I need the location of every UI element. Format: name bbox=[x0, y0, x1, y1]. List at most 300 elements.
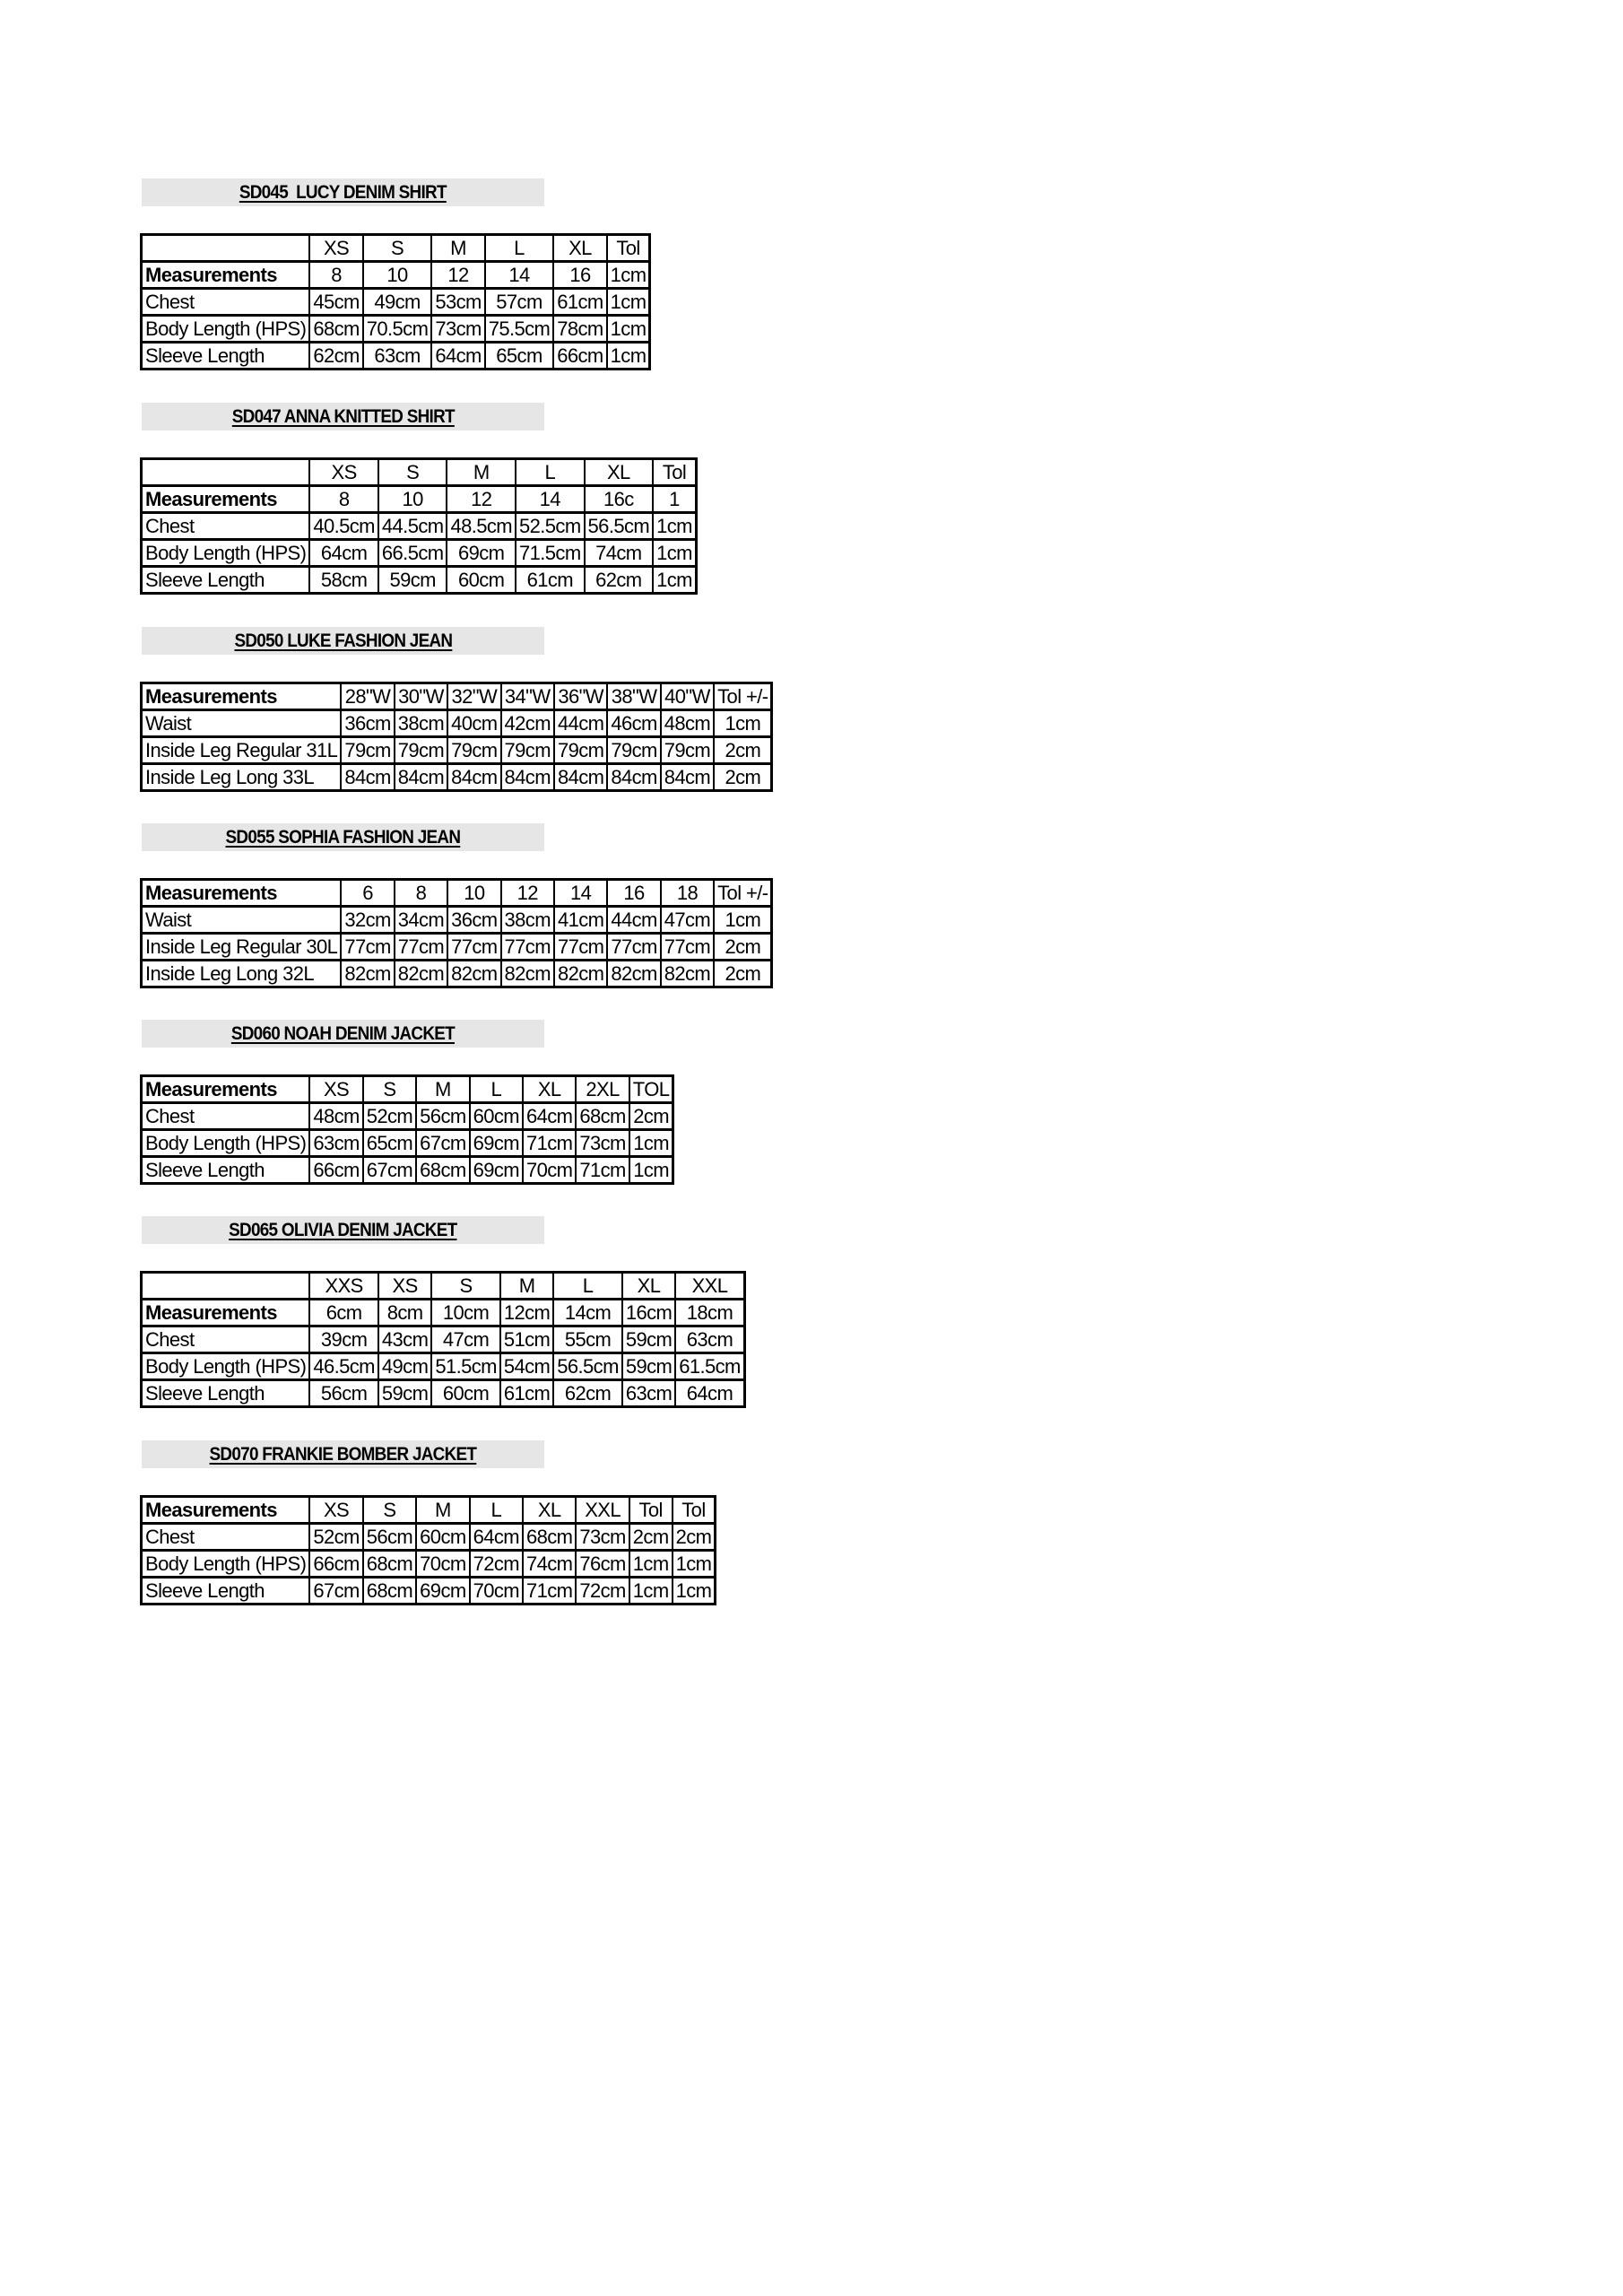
table-row bbox=[142, 907, 772, 934]
table-cell: 56cm bbox=[363, 1524, 416, 1551]
table-cell: XL bbox=[622, 1273, 675, 1300]
table-cell: 69cm bbox=[416, 1578, 469, 1605]
table-cell: 58cm bbox=[309, 567, 378, 594]
table-cell: L bbox=[516, 459, 585, 486]
table-cell: 64cm bbox=[523, 1103, 576, 1130]
table-row bbox=[142, 1103, 673, 1130]
table-cell: 68cm bbox=[363, 1578, 416, 1605]
table-cell: 61cm bbox=[516, 567, 585, 594]
table-cell: 42cm bbox=[501, 710, 554, 737]
table-cell: 61cm bbox=[553, 289, 606, 316]
table-cell: 84cm bbox=[607, 764, 660, 791]
table-cell: 52.5cm bbox=[516, 513, 585, 540]
row-label: Measurements bbox=[142, 1497, 310, 1524]
table-cell: 57cm bbox=[485, 289, 554, 316]
measurement-table bbox=[140, 233, 651, 370]
table-cell: 44.5cm bbox=[378, 513, 447, 540]
table-cell: 73cm bbox=[576, 1524, 629, 1551]
table-row bbox=[142, 486, 697, 513]
table-cell: XXL bbox=[576, 1497, 629, 1524]
table-cell: 72cm bbox=[576, 1578, 629, 1605]
table-cell: 6cm bbox=[309, 1300, 378, 1326]
table-cell: 82cm bbox=[501, 961, 554, 987]
table-cell: 2cm bbox=[629, 1103, 673, 1130]
table-cell: 74cm bbox=[585, 540, 654, 567]
row-label: Chest bbox=[142, 513, 310, 540]
table-cell: 72cm bbox=[470, 1551, 523, 1578]
table-cell: 84cm bbox=[661, 764, 714, 791]
table-cell: 2XL bbox=[576, 1076, 629, 1103]
table-cell: 1cm bbox=[607, 316, 650, 343]
table-row bbox=[142, 1076, 673, 1103]
product-title: SD050 LUKE FASHION JEAN bbox=[234, 630, 452, 651]
table-cell: 59cm bbox=[622, 1353, 675, 1380]
table-cell: XS bbox=[309, 235, 362, 262]
table-cell: 68cm bbox=[576, 1103, 629, 1130]
table-cell: 16 bbox=[553, 262, 606, 289]
table-row bbox=[142, 1157, 673, 1184]
table-cell: 1cm bbox=[607, 262, 650, 289]
table-cell: 47cm bbox=[431, 1326, 500, 1353]
table-cell: Tol bbox=[653, 459, 696, 486]
table-cell: 82cm bbox=[554, 961, 607, 987]
table-cell: 82cm bbox=[447, 961, 500, 987]
row-label: Inside Leg Regular 31L bbox=[142, 737, 342, 764]
table-cell: Tol bbox=[629, 1497, 673, 1524]
table-cell: 51.5cm bbox=[431, 1353, 500, 1380]
table-cell: 68cm bbox=[523, 1524, 576, 1551]
table-cell: 16 bbox=[607, 880, 660, 907]
measurement-table bbox=[140, 682, 773, 792]
table-row bbox=[142, 1578, 716, 1605]
table-cell: 77cm bbox=[607, 934, 660, 961]
table-cell: 34"W bbox=[501, 683, 554, 710]
table-cell: M bbox=[447, 459, 516, 486]
table-cell: 84cm bbox=[554, 764, 607, 791]
table-cell: 8 bbox=[309, 262, 362, 289]
product-title-bar bbox=[142, 627, 544, 655]
table-cell: 48.5cm bbox=[447, 513, 516, 540]
table-cell: 1cm bbox=[629, 1130, 673, 1157]
row-label: Sleeve Length bbox=[142, 1157, 310, 1184]
table-cell: 56cm bbox=[416, 1103, 469, 1130]
table-cell: 67cm bbox=[416, 1130, 469, 1157]
table-cell: 46.5cm bbox=[309, 1353, 378, 1380]
table-cell: 69cm bbox=[470, 1157, 523, 1184]
product-title: SD055 SOPHIA FASHION JEAN bbox=[225, 826, 461, 848]
product-title-bar bbox=[142, 1216, 544, 1244]
table-cell: L bbox=[553, 1273, 622, 1300]
table-cell: 8cm bbox=[378, 1300, 431, 1326]
row-label: Waist bbox=[142, 710, 342, 737]
table-cell: 51cm bbox=[500, 1326, 553, 1353]
table-cell: 62cm bbox=[585, 567, 654, 594]
table-row bbox=[142, 1497, 716, 1524]
table-row bbox=[142, 764, 772, 791]
table-cell: 40cm bbox=[447, 710, 500, 737]
table-cell: 40.5cm bbox=[309, 513, 378, 540]
table-cell: 66cm bbox=[553, 343, 606, 370]
table-cell: 84cm bbox=[395, 764, 447, 791]
table-cell: 63cm bbox=[309, 1130, 362, 1157]
table-cell: 52cm bbox=[363, 1103, 416, 1130]
table-cell: 49cm bbox=[378, 1353, 431, 1380]
row-label: Measurements bbox=[142, 486, 310, 513]
row-label: Body Length (HPS) bbox=[142, 1353, 310, 1380]
table-cell: S bbox=[431, 1273, 500, 1300]
table-cell: TOL bbox=[629, 1076, 673, 1103]
row-label: Measurements bbox=[142, 683, 342, 710]
table-cell: 45cm bbox=[309, 289, 362, 316]
table-cell: 79cm bbox=[607, 737, 660, 764]
table-cell: 59cm bbox=[378, 567, 447, 594]
table-cell: 66cm bbox=[309, 1157, 362, 1184]
table-cell: 63cm bbox=[675, 1326, 744, 1353]
table-cell: 12cm bbox=[500, 1300, 553, 1326]
table-cell: 14 bbox=[516, 486, 585, 513]
table-cell: 30"W bbox=[395, 683, 447, 710]
table-cell: XS bbox=[309, 459, 378, 486]
table-cell: M bbox=[431, 235, 484, 262]
table-cell: M bbox=[500, 1273, 553, 1300]
table-row bbox=[142, 1326, 745, 1353]
product-title: SD047 ANNA KNITTED SHIRT bbox=[231, 405, 455, 427]
table-cell: 65cm bbox=[485, 343, 554, 370]
product-title: SD060 NOAH DENIM JACKET bbox=[230, 1022, 456, 1044]
table-cell: XXS bbox=[309, 1273, 378, 1300]
table-cell: 60cm bbox=[447, 567, 516, 594]
table-cell: 2cm bbox=[714, 961, 772, 987]
table-row bbox=[142, 1524, 716, 1551]
row-label: Measurements bbox=[142, 880, 342, 907]
table-cell: 10 bbox=[447, 880, 500, 907]
table-cell: 6 bbox=[341, 880, 394, 907]
table-row bbox=[142, 343, 650, 370]
table-cell: 64cm bbox=[309, 540, 378, 567]
table-cell: 82cm bbox=[661, 961, 714, 987]
table-cell: 53cm bbox=[431, 289, 484, 316]
table-cell: 70cm bbox=[523, 1157, 576, 1184]
table-cell: XL bbox=[523, 1076, 576, 1103]
table-cell: 77cm bbox=[554, 934, 607, 961]
table-cell: 10 bbox=[378, 486, 447, 513]
row-label: Sleeve Length bbox=[142, 1578, 310, 1605]
table-cell: 54cm bbox=[500, 1353, 553, 1380]
table-cell: 8 bbox=[395, 880, 447, 907]
table-cell: 79cm bbox=[395, 737, 447, 764]
table-cell: 61.5cm bbox=[675, 1353, 744, 1380]
table-cell: 44cm bbox=[554, 710, 607, 737]
table-cell: 62cm bbox=[309, 343, 362, 370]
table-cell: 82cm bbox=[395, 961, 447, 987]
table-cell: 34cm bbox=[395, 907, 447, 934]
table-cell: 73cm bbox=[431, 316, 484, 343]
table-row bbox=[142, 1353, 745, 1380]
table-cell: 70cm bbox=[470, 1578, 523, 1605]
table-cell: 60cm bbox=[431, 1380, 500, 1407]
table-cell: Tol bbox=[607, 235, 650, 262]
table-cell: 77cm bbox=[341, 934, 394, 961]
row-label: Measurements bbox=[142, 1300, 310, 1326]
table-cell: 46cm bbox=[607, 710, 660, 737]
row-label: Waist bbox=[142, 907, 342, 934]
row-label: Body Length (HPS) bbox=[142, 316, 310, 343]
table-cell: 79cm bbox=[341, 737, 394, 764]
table-cell: 43cm bbox=[378, 1326, 431, 1353]
table-row bbox=[142, 540, 697, 567]
table-cell: 67cm bbox=[363, 1157, 416, 1184]
row-label: Sleeve Length bbox=[142, 1380, 310, 1407]
table-row bbox=[142, 934, 772, 961]
table-cell: M bbox=[416, 1076, 469, 1103]
table-cell: 79cm bbox=[501, 737, 554, 764]
table-cell: 56.5cm bbox=[585, 513, 654, 540]
table-cell: 66cm bbox=[309, 1551, 362, 1578]
table-cell: 49cm bbox=[363, 289, 432, 316]
table-cell: XS bbox=[309, 1076, 362, 1103]
table-cell: 2cm bbox=[714, 737, 772, 764]
table-cell: 68cm bbox=[363, 1551, 416, 1578]
measurement-table bbox=[140, 1074, 674, 1185]
table-cell: 64cm bbox=[675, 1380, 744, 1407]
table-cell: 71cm bbox=[576, 1157, 629, 1184]
table-cell: 2cm bbox=[673, 1524, 716, 1551]
table-cell: 2cm bbox=[629, 1524, 673, 1551]
table-cell: Tol +/- bbox=[714, 880, 772, 907]
table-cell: 18 bbox=[661, 880, 714, 907]
table-cell: 1cm bbox=[714, 710, 772, 737]
table-cell: 16cm bbox=[622, 1300, 675, 1326]
table-cell: 59cm bbox=[622, 1326, 675, 1353]
row-label: Inside Leg Long 32L bbox=[142, 961, 342, 987]
table-cell: XS bbox=[378, 1273, 431, 1300]
table-cell: 1cm bbox=[653, 567, 696, 594]
table-cell: 66.5cm bbox=[378, 540, 447, 567]
table-cell: 64cm bbox=[431, 343, 484, 370]
table-cell: 84cm bbox=[341, 764, 394, 791]
table-row bbox=[142, 567, 697, 594]
table-cell: 36cm bbox=[341, 710, 394, 737]
table-cell: 10cm bbox=[431, 1300, 500, 1326]
table-cell: 14 bbox=[554, 880, 607, 907]
table-cell: 2cm bbox=[714, 934, 772, 961]
table-cell: 59cm bbox=[378, 1380, 431, 1407]
table-cell: 38cm bbox=[501, 907, 554, 934]
table-row bbox=[142, 289, 650, 316]
table-cell: 28"W bbox=[341, 683, 394, 710]
table-row bbox=[142, 235, 650, 262]
table-row bbox=[142, 961, 772, 987]
table-cell: 79cm bbox=[554, 737, 607, 764]
table-cell: 39cm bbox=[309, 1326, 378, 1353]
table-cell: 1cm bbox=[629, 1551, 673, 1578]
table-cell: 12 bbox=[431, 262, 484, 289]
table-cell: 64cm bbox=[470, 1524, 523, 1551]
table-row bbox=[142, 513, 697, 540]
measurement-table bbox=[140, 1271, 746, 1408]
row-label: Inside Leg Long 33L bbox=[142, 764, 342, 791]
table-cell: 36cm bbox=[447, 907, 500, 934]
table-cell: XL bbox=[553, 235, 606, 262]
table-cell: 82cm bbox=[341, 961, 394, 987]
table-cell: 12 bbox=[501, 880, 554, 907]
table-cell: 68cm bbox=[309, 316, 362, 343]
measurement-table bbox=[140, 878, 773, 988]
table-cell: 8 bbox=[309, 486, 378, 513]
row-label: Sleeve Length bbox=[142, 343, 310, 370]
table-cell: 62cm bbox=[553, 1380, 622, 1407]
table-cell: 40"W bbox=[661, 683, 714, 710]
table-cell: 75.5cm bbox=[485, 316, 554, 343]
table-cell: 65cm bbox=[363, 1130, 416, 1157]
table-cell: 14cm bbox=[553, 1300, 622, 1326]
product-title-bar bbox=[142, 403, 544, 430]
table-row bbox=[142, 1300, 745, 1326]
table-cell: 60cm bbox=[416, 1524, 469, 1551]
table-row bbox=[142, 710, 772, 737]
table-cell: 76cm bbox=[576, 1551, 629, 1578]
table-cell: 10 bbox=[363, 262, 432, 289]
table-cell: 32"W bbox=[447, 683, 500, 710]
table-cell: 79cm bbox=[447, 737, 500, 764]
table-cell: XS bbox=[309, 1497, 362, 1524]
table-cell: S bbox=[378, 459, 447, 486]
table-cell: 69cm bbox=[470, 1130, 523, 1157]
row-label bbox=[142, 1273, 310, 1300]
table-row bbox=[142, 1380, 745, 1407]
product-title-bar bbox=[142, 1020, 544, 1048]
measurement-table bbox=[140, 457, 698, 595]
table-cell: 70cm bbox=[416, 1551, 469, 1578]
row-label: Inside Leg Regular 30L bbox=[142, 934, 342, 961]
row-label: Sleeve Length bbox=[142, 567, 310, 594]
table-cell: 14 bbox=[485, 262, 554, 289]
table-cell: 1cm bbox=[653, 540, 696, 567]
product-title: SD065 OLIVIA DENIM JACKET bbox=[229, 1219, 457, 1240]
table-cell: S bbox=[363, 1076, 416, 1103]
table-cell: 1cm bbox=[653, 513, 696, 540]
table-cell: 63cm bbox=[363, 343, 432, 370]
table-cell: 77cm bbox=[661, 934, 714, 961]
table-cell: XXL bbox=[675, 1273, 744, 1300]
table-row bbox=[142, 737, 772, 764]
table-cell: 74cm bbox=[523, 1551, 576, 1578]
table-row bbox=[142, 1551, 716, 1578]
table-cell: 16c bbox=[585, 486, 654, 513]
table-cell: 73cm bbox=[576, 1130, 629, 1157]
table-cell: 69cm bbox=[447, 540, 516, 567]
product-title: SD070 FRANKIE BOMBER JACKET bbox=[209, 1443, 477, 1465]
table-cell: 71.5cm bbox=[516, 540, 585, 567]
table-row bbox=[142, 1273, 745, 1300]
product-title-bar bbox=[142, 1440, 544, 1468]
row-label: Chest bbox=[142, 1103, 310, 1130]
table-row bbox=[142, 1130, 673, 1157]
product-title-bar bbox=[142, 823, 544, 851]
row-label: Body Length (HPS) bbox=[142, 1130, 310, 1157]
table-cell: 47cm bbox=[661, 907, 714, 934]
table-cell: 60cm bbox=[470, 1103, 523, 1130]
table-cell: 48cm bbox=[661, 710, 714, 737]
table-cell: 71cm bbox=[523, 1130, 576, 1157]
table-cell: 1cm bbox=[629, 1157, 673, 1184]
table-cell: 82cm bbox=[607, 961, 660, 987]
measurement-table bbox=[140, 1495, 716, 1605]
table-cell: L bbox=[485, 235, 554, 262]
table-cell: 2cm bbox=[714, 764, 772, 791]
row-label: Measurements bbox=[142, 1076, 310, 1103]
table-cell: 70.5cm bbox=[363, 316, 432, 343]
table-cell: M bbox=[416, 1497, 469, 1524]
table-cell: 1cm bbox=[673, 1551, 716, 1578]
table-cell: 56cm bbox=[309, 1380, 378, 1407]
table-cell: 12 bbox=[447, 486, 516, 513]
table-cell: 48cm bbox=[309, 1103, 362, 1130]
table-cell: 1cm bbox=[629, 1578, 673, 1605]
table-cell: 84cm bbox=[501, 764, 554, 791]
row-label: Measurements bbox=[142, 262, 310, 289]
table-cell: 77cm bbox=[501, 934, 554, 961]
table-cell: XL bbox=[523, 1497, 576, 1524]
table-cell: 77cm bbox=[447, 934, 500, 961]
table-cell: 36"W bbox=[554, 683, 607, 710]
row-label: Body Length (HPS) bbox=[142, 540, 310, 567]
table-cell: 1cm bbox=[607, 289, 650, 316]
table-cell: L bbox=[470, 1497, 523, 1524]
table-cell: 77cm bbox=[395, 934, 447, 961]
table-cell: 68cm bbox=[416, 1157, 469, 1184]
table-cell: 78cm bbox=[553, 316, 606, 343]
table-row bbox=[142, 262, 650, 289]
table-cell: 71cm bbox=[523, 1578, 576, 1605]
row-label: Chest bbox=[142, 1524, 310, 1551]
row-label: Body Length (HPS) bbox=[142, 1551, 310, 1578]
table-cell: 63cm bbox=[622, 1380, 675, 1407]
product-title-bar bbox=[142, 178, 544, 206]
table-cell: 18cm bbox=[675, 1300, 744, 1326]
table-row bbox=[142, 316, 650, 343]
table-cell: 38cm bbox=[395, 710, 447, 737]
table-cell: S bbox=[363, 1497, 416, 1524]
table-row bbox=[142, 880, 772, 907]
row-label: Chest bbox=[142, 1326, 310, 1353]
table-cell: 56.5cm bbox=[553, 1353, 622, 1380]
table-cell: Tol bbox=[673, 1497, 716, 1524]
table-cell: 52cm bbox=[309, 1524, 362, 1551]
table-cell: Tol +/- bbox=[714, 683, 772, 710]
table-row bbox=[142, 683, 772, 710]
table-cell: 61cm bbox=[500, 1380, 553, 1407]
table-cell: 67cm bbox=[309, 1578, 362, 1605]
table-row bbox=[142, 459, 697, 486]
row-label bbox=[142, 459, 310, 486]
table-cell: 79cm bbox=[661, 737, 714, 764]
table-cell: 32cm bbox=[341, 907, 394, 934]
table-cell: 1 bbox=[653, 486, 696, 513]
table-cell: S bbox=[363, 235, 432, 262]
table-cell: 84cm bbox=[447, 764, 500, 791]
table-cell: 41cm bbox=[554, 907, 607, 934]
row-label bbox=[142, 235, 310, 262]
table-cell: 55cm bbox=[553, 1326, 622, 1353]
row-label: Chest bbox=[142, 289, 310, 316]
product-title: SD045 LUCY DENIM SHIRT bbox=[239, 181, 447, 203]
table-cell: L bbox=[470, 1076, 523, 1103]
table-cell: 44cm bbox=[607, 907, 660, 934]
table-cell: 38"W bbox=[607, 683, 660, 710]
table-cell: 1cm bbox=[673, 1578, 716, 1605]
table-cell: 1cm bbox=[714, 907, 772, 934]
